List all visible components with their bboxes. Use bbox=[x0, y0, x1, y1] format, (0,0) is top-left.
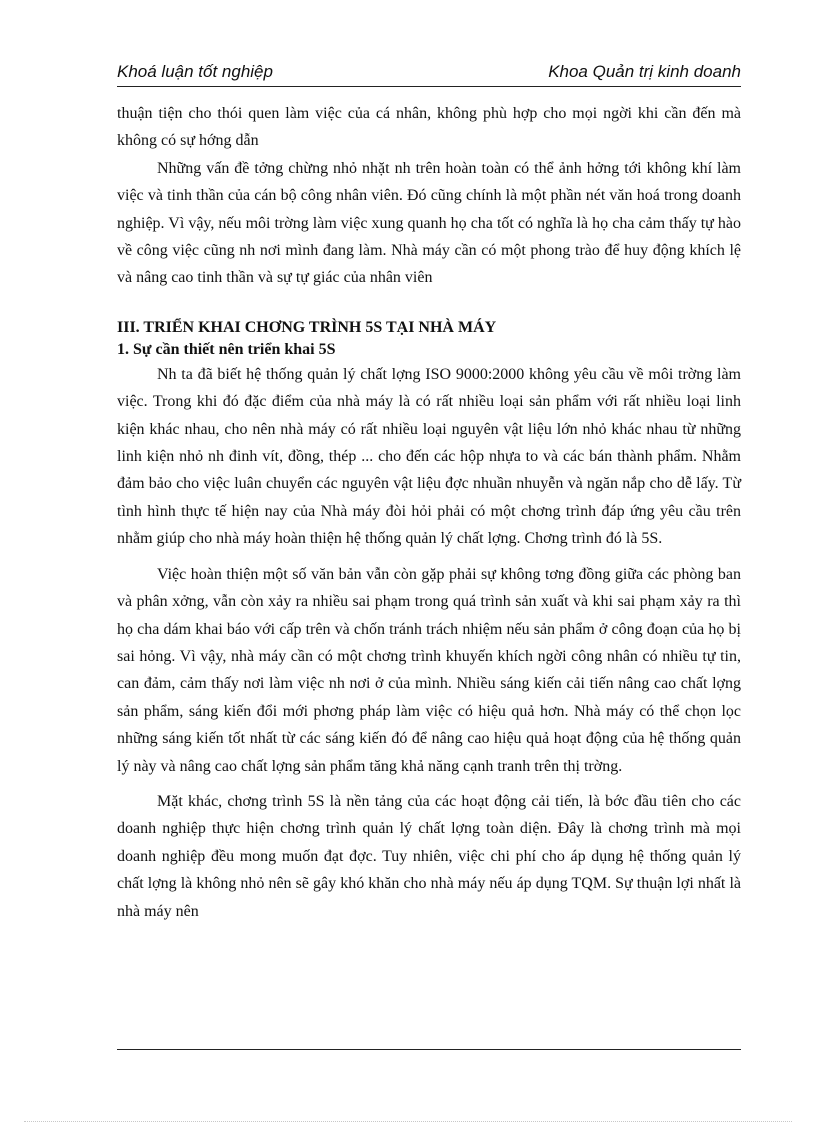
paragraph-work-culture: Những vấn đề tởng chừng nhỏ nhặt nh trên hoàn toàn có thể ảnh hởng tới không khí làm việc và tinh thần của cán bộ công nhân viên. Đó cũng chính là một phần nét văn hoá trong doanh nghiệp. Vì vậy, nếu môi trờng làm việc xung quanh họ cha tốt có nghĩa là họ cha cảm thấy tự hào về công việc cũng nh nơi mình đang làm. Nhà máy cần có một phong trào để huy động khích lệ và nâng cao tinh thần và sự tự giác của nhân viên bbox=[117, 159, 741, 287]
header-thesis-title: Khoá luận tốt nghiệp bbox=[117, 62, 273, 81]
paragraph-improvement: Việc hoàn thiện một số văn bản vẫn còn gặp phải sự không tơng đồng giữa các phòng ban và phân xởng, vẫn còn xảy ra nhiều sai phạm trong quá trình sản xuất và khi sai phạm xảy ra thì họ cha dám khai báo với cấp trên và chốn tránh trách nhiệm nếu sản phẩm ở công đoạn của họ bị sai hỏng. Vì vậy, nhà máy cần có một chơng trình khuyến khích ngời công nhân có nhiều tự tin, can đảm, cảm thấy nơi làm việc nh nơi ở của mình. Nhiều sáng kiến cải tiến nâng cao chất lợng sản phẩm, sáng kiến đổi mới phơng pháp làm việc có hiệu quả hơn. Nhà máy có thể chọn lọc những sáng kiến tốt nhất từ các sáng kiến đó để nâng cao hiệu quả hoạt động của hệ thống quản lý này và nâng cao chất lợng sản phẩm tăng khả năng cạnh tranh trên thị trờng. bbox=[117, 565, 741, 775]
paragraph-iso: Nh ta đã biết hệ thống quản lý chất lợng ISO 9000:2000 không yêu cầu về môi trờng làm việc. Trong khi đó đặc điểm của nhà máy là có rất nhiều loại sản phẩm với rất nhiều loại linh kiện khác nhau, cho nên nhà máy có rất nhiều loại nguyên vật liệu lớn nhỏ khác nhau từ những linh kiện nhỏ nh đinh vít, đồng, thép ... cho đến các hộp nhựa to và các bán thành phẩm. Nhằm đảm bảo cho việc luân chuyển các nguyên vật liệu đợc nhuần nhuyễn và ngăn nắp cho dễ lấy. Từ tình hình thực tế hiện nay của Nhà máy đòi hỏi phải có một chơng trình đáp ứng yêu cầu trên nhằm giúp cho nhà máy hoàn thiện hệ thống quản lý chất lợng. Chơng trình đó là 5S. bbox=[117, 365, 741, 548]
section-heading: III. TRIỂN KHAI CHƠNG TRÌNH 5S TẠI NHÀ MÁY bbox=[117, 318, 497, 336]
page-edge-dotted bbox=[24, 1121, 792, 1122]
subsection-heading: 1. Sự cần thiết nên triển khai 5S bbox=[117, 340, 336, 358]
header-faculty: Khoa Quản trị kinh doanh bbox=[548, 62, 741, 81]
footer-rule bbox=[117, 1049, 741, 1050]
page-body bbox=[117, 100, 741, 925]
paragraph-continued: thuận tiện cho thói quen làm việc của cá nhân, không phù hợp cho mọi ngời khi cần đến mà không có sự hớng dẫn bbox=[117, 105, 741, 150]
paragraph-5s-foundation: Mặt khác, chơng trình 5S là nền tảng của các hoạt động cải tiến, là bớc đầu tiên cho các doanh nghiệp thực hiện chơng trình quản lý chất lợng toàn diện. Đây là chơng trình mà mọi doanh nghiệp đều mong muốn đạt đợc. Tuy nhiên, việc chi phí cho áp dụng hệ thống quản lý chất lợng là không nhỏ nên sẽ gây khó khăn cho nhà máy nếu áp dụng TQM. Sự thuận lợi nhất là nhà máy nên bbox=[117, 792, 741, 920]
page-header bbox=[117, 62, 741, 87]
